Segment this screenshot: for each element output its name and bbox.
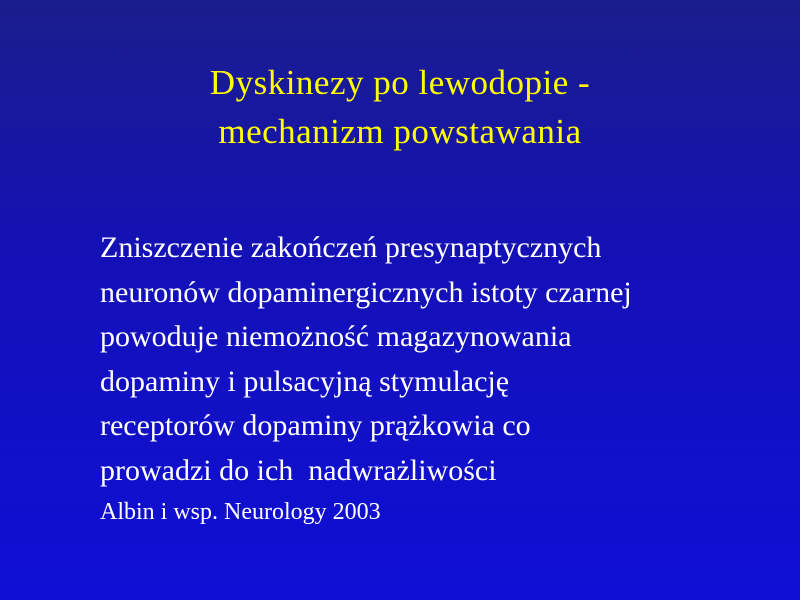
body-line-1: Zniszczenie zakończeń presynaptycznych — [100, 231, 602, 264]
body-line-4: dopaminy i pulsacyjną stymulację — [100, 364, 510, 398]
slide-title-line-2: mechanizm powstawania — [218, 112, 582, 151]
slide-title — [0, 58, 800, 156]
body-line-5: receptorów dopaminy prążkowia co — [100, 409, 531, 442]
slide-body-paragraph — [100, 226, 780, 493]
body-line-2: neuronów dopaminergicznych istoty czarnej — [100, 275, 632, 309]
body-line-6: prowadzi do ich nadwrażliwości — [100, 453, 497, 487]
slide-title-line-1: Dyskinezy po lewodopie - — [209, 63, 591, 102]
body-line-3: powoduje niemożność magazynowania — [100, 320, 572, 353]
citation: Albin i wsp. Neurology 2003 — [100, 499, 381, 525]
